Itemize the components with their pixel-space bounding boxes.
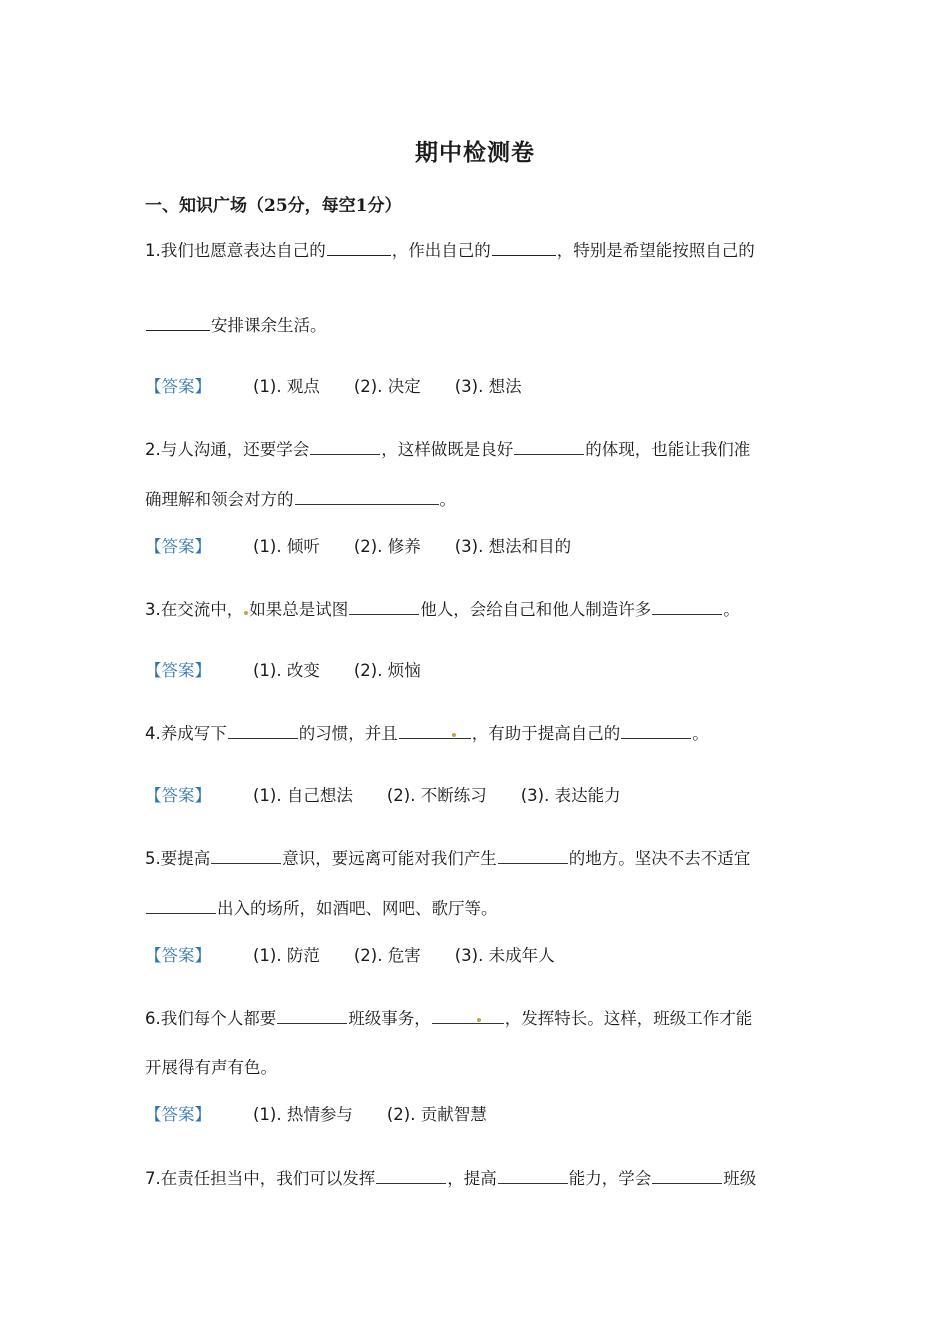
question-5-line-1: 5.要提高 意识，要远离可能对我们产生 的地方。坚决不去不适宜 bbox=[145, 846, 750, 871]
answer-blank[interactable] bbox=[277, 1006, 347, 1024]
question-3-line-1: 3.在交流中， 如果总是试图 他人，会给自己和他人制造许多 。 bbox=[145, 597, 740, 622]
question-6-line-2: 开展得有声有色。 bbox=[145, 1058, 277, 1077]
answer-blank[interactable] bbox=[376, 1166, 446, 1184]
answer-item: (1). 观点 bbox=[253, 377, 320, 396]
answer-tag: 【答案】 bbox=[145, 661, 211, 680]
answer-blank[interactable] bbox=[349, 597, 419, 615]
answer-blank[interactable] bbox=[295, 487, 439, 505]
answer-blank[interactable] bbox=[492, 238, 556, 256]
answer-blank[interactable] bbox=[432, 1006, 504, 1024]
answer-blank[interactable] bbox=[310, 437, 380, 455]
question-1-line-1: 1.我们也愿意表达自己的 ，作出自己的 ，特别是希望能按照自己的 bbox=[145, 238, 755, 263]
answer-blank[interactable] bbox=[399, 721, 471, 739]
answer-item: (2). 决定 bbox=[353, 377, 421, 396]
answer-tag: 【答案】 bbox=[145, 786, 211, 805]
question-6-line-1: 6.我们每个人都要 班级事务， ，发挥特长。这样，班级工作才能 bbox=[145, 1006, 752, 1031]
section-heading: 一、知识广场（25分，每空1分） bbox=[145, 196, 402, 216]
answer-item: (2). 烦恼 bbox=[353, 661, 421, 680]
question-5-line-2: 出入的场所，如酒吧、网吧、歌厅等。 bbox=[145, 896, 498, 921]
question-2-line-1: 2.与人沟通，还要学会 ，这样做既是良好 的体现，也能让我们准 bbox=[145, 437, 750, 462]
answer-item: (1). 防范 bbox=[253, 946, 320, 965]
answer-blank[interactable] bbox=[621, 721, 691, 739]
question-1-line-2: 安排课余生活。 bbox=[145, 313, 327, 338]
question-4-answer bbox=[145, 784, 655, 808]
answer-item: (1). 改变 bbox=[253, 661, 320, 680]
question-5-answer bbox=[145, 944, 589, 968]
answer-item: (1). 热情参与 bbox=[253, 1105, 353, 1124]
answer-blank[interactable] bbox=[327, 238, 391, 256]
answer-blank[interactable] bbox=[228, 721, 298, 739]
answer-item: (2). 贡献智慧 bbox=[386, 1105, 487, 1124]
answer-tag: 【答案】 bbox=[145, 377, 211, 396]
answer-item: (1). 自己想法 bbox=[253, 786, 353, 805]
answer-item: (3). 想法和目的 bbox=[454, 537, 572, 556]
answer-item: (2). 修养 bbox=[353, 537, 421, 556]
question-1-answer bbox=[145, 375, 556, 399]
answer-blank[interactable] bbox=[652, 597, 722, 615]
answer-item: (3). 表达能力 bbox=[520, 786, 621, 805]
answer-blank[interactable] bbox=[498, 1166, 568, 1184]
answer-item: (2). 危害 bbox=[353, 946, 421, 965]
answer-tag: 【答案】 bbox=[145, 946, 211, 965]
answer-blank[interactable] bbox=[514, 437, 584, 455]
answer-tag: 【答案】 bbox=[145, 1105, 211, 1124]
answer-tag: 【答案】 bbox=[145, 537, 211, 556]
ink-dot bbox=[477, 1018, 481, 1022]
question-2-answer bbox=[145, 535, 605, 559]
answer-blank[interactable] bbox=[146, 313, 210, 331]
question-3-answer bbox=[145, 659, 455, 683]
answer-blank[interactable] bbox=[652, 1166, 722, 1184]
question-4-line-1: 4.养成写下 的习惯，并且 ，有助于提高自己的 。 bbox=[145, 721, 709, 746]
page-title: 期中检测卷 bbox=[415, 139, 535, 166]
ink-dot bbox=[452, 733, 456, 737]
answer-blank[interactable] bbox=[146, 896, 216, 914]
answer-item: (1). 倾听 bbox=[253, 537, 320, 556]
answer-item: (2). 不断练习 bbox=[386, 786, 487, 805]
answer-item: (3). 想法 bbox=[454, 377, 522, 396]
question-6-answer bbox=[145, 1103, 521, 1127]
answer-blank[interactable] bbox=[211, 846, 281, 864]
ink-dot bbox=[244, 611, 248, 615]
question-2-line-2: 确理解和领会对方的 。 bbox=[145, 487, 456, 512]
answer-item: (3). 未成年人 bbox=[454, 946, 555, 965]
question-7-line-1: 7.在责任担当中，我们可以发挥 ，提高 能力，学会 班级 bbox=[145, 1166, 756, 1191]
answer-blank[interactable] bbox=[498, 846, 568, 864]
